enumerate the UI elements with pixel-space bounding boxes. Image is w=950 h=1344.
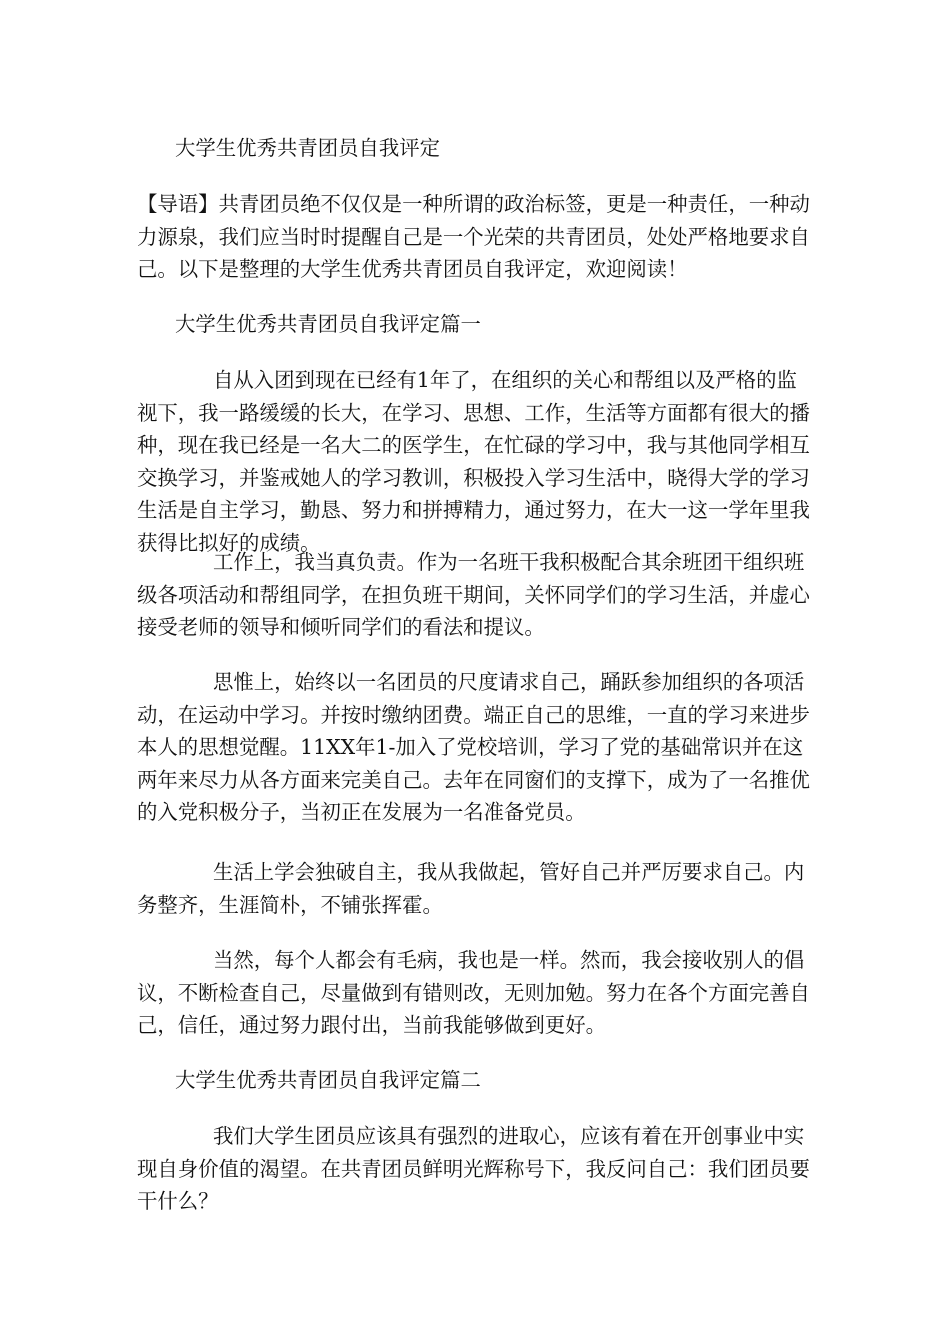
section-heading-2: 大学生优秀共青团员自我评定篇二 bbox=[175, 1068, 481, 1092]
section2-paragraph-1: 我们大学生团员应该具有强烈的进取心，应该有着在开创事业中实现自身价值的渴望。在共青团员鲜明光辉称号下，我反问自己：我们团员要干什么？ bbox=[137, 1124, 810, 1213]
section1-paragraph-3: 思惟上，始终以一名团员的尺度请求自己，踊跃参加组织的各项活动，在运动中学习。并按时缴纳团费。端正自己的思维，一直的学习来进步本人的思想觉醒。11XX年1-加入了党校培训，学习了党的基础常识并在这两年来尽力从各方面来完美自己。去年在同窗们的支撑下，成为了一名推优的入党积极分子，当初正在发展为一名准备党员。 bbox=[137, 670, 810, 824]
section1-paragraph-5: 当然，每个人都会有毛病，我也是一样。然而，我会接收别人的倡议，不断检查自己，尽量做到有错则改，无则加勉。努力在各个方面完善自己，信任，通过努力跟付出，当前我能够做到更好。 bbox=[137, 948, 810, 1037]
section1-paragraph-4: 生活上学会独破自主，我从我做起，管好自己并严厉要求自己。内务整齐，生涯简朴，不铺张挥霍。 bbox=[137, 860, 805, 917]
section-heading-1: 大学生优秀共青团员自我评定篇一 bbox=[175, 312, 481, 336]
section1-paragraph-2: 工作上，我当真负责。作为一名班干我积极配合其余班团干组织班级各项活动和帮组同学，在担负班干期间，关怀同学们的学习生活，并虚心接受老师的领导和倾听同学们的看法和提议。 bbox=[137, 550, 810, 639]
section1-paragraph-1: 自从入团到现在已经有1年了，在组织的关心和帮组以及严格的监视下，我一路缓缓的长大，在学习、思想、工作，生活等方面都有很大的播种，现在我已经是一名大二的医学生，在忙碌的学习中，我与其他同学相互交换学习，并鉴戒她人的学习教训，积极投入学习生活中，晓得大学的学习生活是自主学习，勤恳、努力和拼搏精力，通过努力，在大一这一学年里我获得比拟好的成绩。 bbox=[137, 368, 810, 555]
intro-paragraph: 【导语】共青团员绝不仅仅是一种所谓的政治标签，更是一种责任，一种动力源泉，我们应当时时提醒自己是一个光荣的共青团员，处处严格地要求自己。以下是整理的大学生优秀共青团员自我评定，欢迎阅读！ bbox=[137, 192, 810, 281]
document-title: 大学生优秀共青团员自我评定 bbox=[175, 136, 441, 160]
